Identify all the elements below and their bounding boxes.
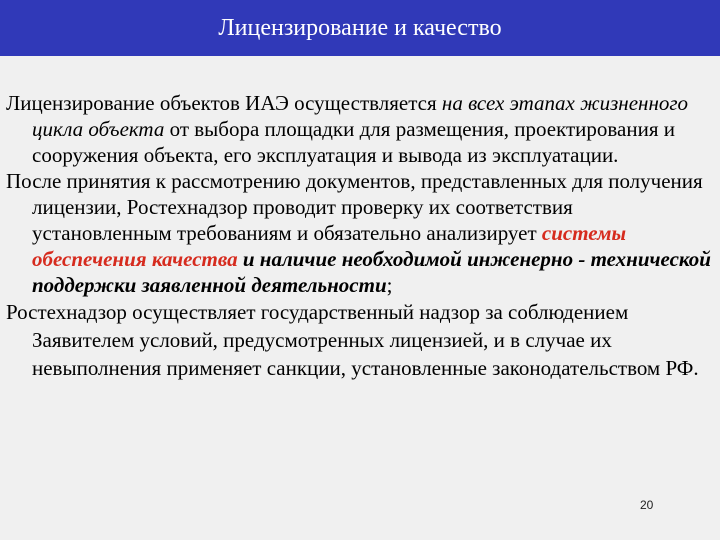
- paragraph-2-quality-systems-highlight: системы обеспечения качества: [32, 221, 627, 271]
- paragraph-3-text: Ростехнадзор осуществляет государственный надзор за соблюдением Заявителем условий, предусмотренных лицензией, и в случае их невыполнения применяет санкции, установленные законодательством РФ.: [6, 300, 699, 380]
- paragraph-2-text-end: ;: [386, 273, 393, 297]
- paragraph-2-bold-italic-phrase: и наличие необходимой инженерно - технической поддержки заявленной деятельности: [32, 247, 711, 297]
- paragraph-2-text-start: После принятия к рассмотрению документов, представленных для получения лицензии, Ростехнадзор проводит проверку их соответствия установленным требованиям и обязательно анализирует: [6, 169, 703, 245]
- slide-title: Лицензирование и качество: [218, 14, 502, 41]
- paragraph-document-review: [6, 168, 714, 298]
- paragraph-licensing-lifecycle: [6, 90, 714, 168]
- paragraph-1-text-start: Лицензирование объектов ИАЭ осуществляется: [6, 91, 442, 115]
- paragraph-1-italic-phrase: на всех этапах жизненного цикла объекта: [32, 91, 689, 141]
- slide-title-bar: [0, 0, 720, 56]
- paragraph-state-supervision: [6, 298, 714, 382]
- paragraph-1-text-end: от выбора площадки для размещения, проектирования и сооружения объекта, его эксплуатация и вывода из эксплуатации.: [32, 117, 675, 167]
- page-number: 20: [640, 498, 654, 512]
- slide-body: [6, 90, 714, 382]
